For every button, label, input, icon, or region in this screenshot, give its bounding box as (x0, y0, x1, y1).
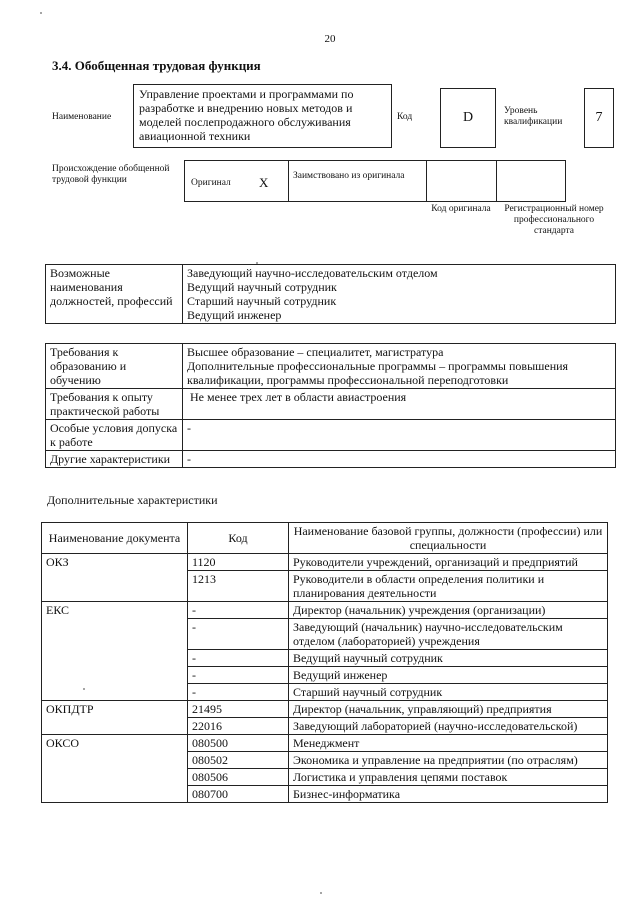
name-label: Наименование (52, 112, 112, 122)
row-name: Руководители в области определения политики и планирования деятельности (289, 571, 608, 602)
row-name: Директор (начальник) учреждения (организации) (289, 602, 608, 619)
scan-speck (40, 12, 42, 14)
row-name: Ведущий инженер (289, 667, 608, 684)
requirement-label: Требования к опыту практической работы (46, 389, 183, 420)
scan-speck (320, 892, 322, 894)
requirement-label: Другие характеристики (46, 451, 183, 468)
header-code: Код (188, 523, 289, 554)
additional-table (41, 522, 608, 803)
origin-label: Происхождение обобщенной трудовой функции (52, 164, 170, 185)
requirements-table (45, 343, 616, 468)
function-name: Управление проектами и программами по разработке и внедрению новых методов и моделей послепродажного обслуживания авиационной техники (133, 84, 392, 148)
scan-speck (83, 688, 85, 690)
requirement-label: Требования к образованию и обучению (46, 344, 183, 389)
requirement-value (183, 420, 616, 451)
row-code: 22016 (188, 718, 289, 735)
positions-table (45, 264, 616, 324)
row-code: 080500 (188, 735, 289, 752)
row-name: Ведущий научный сотрудник (289, 650, 608, 667)
requirement-value (183, 389, 616, 420)
original-mark: X (259, 175, 269, 190)
row-name: Старший научный сотрудник (289, 684, 608, 701)
section-title: 3.4. Обобщенная трудовая функция (52, 58, 261, 73)
position-item: Ведущий инженер (187, 308, 282, 322)
requirement-value (183, 451, 616, 468)
requirement-line: - (187, 452, 191, 466)
row-name: Менеджмент (289, 735, 608, 752)
row-code: 21495 (188, 701, 289, 718)
row-code: - (188, 684, 289, 701)
row-name: Экономика и управление на предприятии (по отраслям) (289, 752, 608, 769)
code-value: D (440, 88, 496, 148)
reg-number-caption: Регистрационный номер профессионального стандарта (504, 204, 604, 236)
row-code: 080502 (188, 752, 289, 769)
row-code: 1213 (188, 571, 289, 602)
requirement-line: Дополнительные профессиональные программы – программы повышения квалификации, программы профессиональной переподготовки (187, 359, 569, 387)
doc-name: ОКПДТР (42, 701, 188, 735)
row-code: 080700 (188, 786, 289, 803)
row-code: 1120 (188, 554, 289, 571)
original-label: Оригинал (191, 178, 231, 188)
positions-list (183, 265, 616, 324)
level-label: Уровень квалификации (504, 106, 563, 127)
origin-box (184, 160, 566, 202)
row-name: Заведующий лабораторией (научно-исследовательской) (289, 718, 608, 735)
borrowed-label: Заимствовано из оригинала (293, 171, 405, 181)
level-value: 7 (584, 88, 614, 148)
additional-title: Дополнительные характеристики (47, 493, 218, 507)
row-name: Директор (начальник, управляющий) предприятия (289, 701, 608, 718)
row-code: - (188, 667, 289, 684)
doc-name: ЕКС (42, 602, 188, 701)
row-code: 080506 (188, 769, 289, 786)
position-item: Старший научный сотрудник (187, 294, 337, 308)
code-label: Код (397, 112, 413, 122)
position-item: Заведующий научно-исследовательским отделом (187, 266, 438, 280)
row-code: - (188, 650, 289, 667)
doc-name: ОКСО (42, 735, 188, 803)
code-original-caption: Код оригинала (431, 204, 491, 214)
header-group-name: Наименование базовой группы, должности (профессии) или специальности (289, 523, 608, 554)
requirement-line: - (187, 421, 191, 435)
positions-label: Возможные наименования должностей, профессий (46, 265, 183, 324)
divider (288, 161, 289, 201)
row-code: - (188, 602, 289, 619)
row-code: - (188, 619, 289, 650)
header-document: Наименование документа (42, 523, 188, 554)
requirement-line: Высшее образование – специалитет, магистратура (187, 345, 444, 359)
position-item: Ведущий научный сотрудник (187, 280, 337, 294)
doc-name: ОКЗ (42, 554, 188, 602)
scan-speck (256, 262, 258, 264)
row-name: Заведующий (начальник) научно-исследовательским отделом (лабораторией) учреждения (289, 619, 608, 650)
row-name: Бизнес-информатика (289, 786, 608, 803)
row-name: Логистика и управления цепями поставок (289, 769, 608, 786)
divider (496, 161, 497, 201)
row-name: Руководители учреждений, организаций и предприятий (289, 554, 608, 571)
page-number: 20 (324, 33, 336, 45)
requirement-label: Особые условия допуска к работе (46, 420, 183, 451)
requirement-line: Не менее трех лет в области авиастроения (190, 390, 407, 404)
divider (426, 161, 427, 201)
requirement-value (183, 344, 616, 389)
